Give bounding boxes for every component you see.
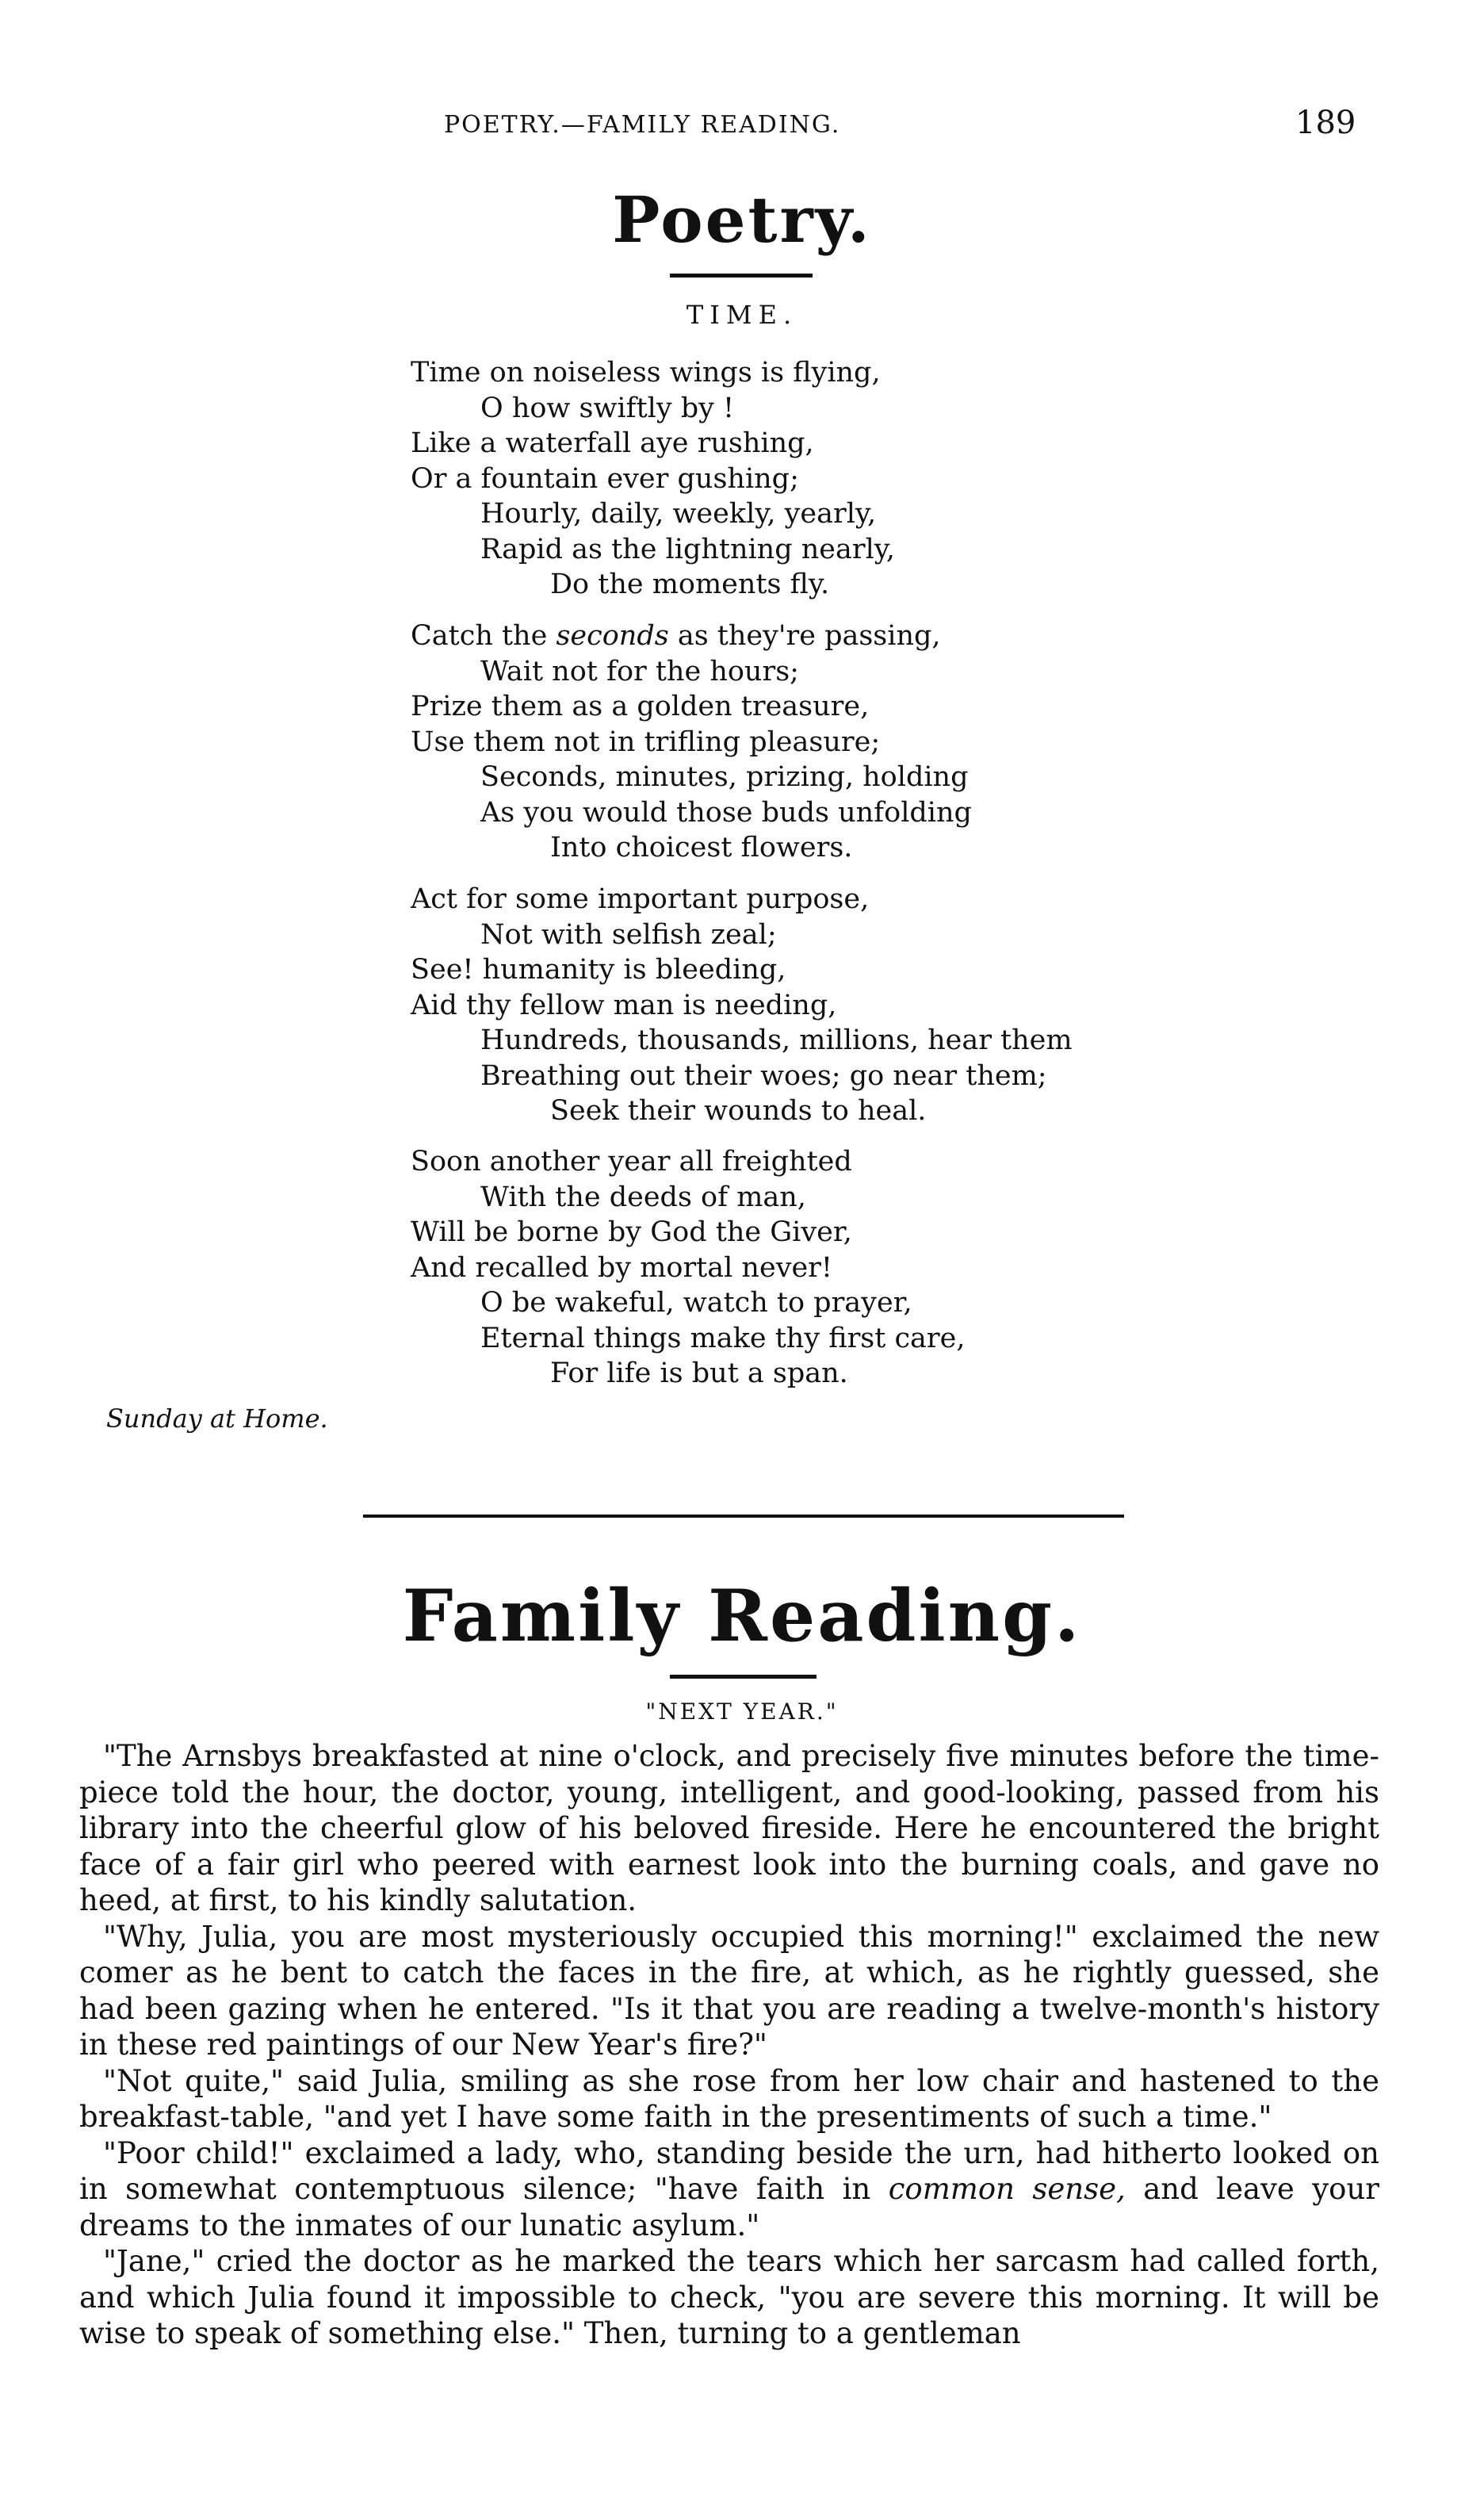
poem-line: Catch the seconds as they're passing,	[411, 620, 941, 652]
poem-line: O how swiftly by !	[480, 392, 735, 424]
poetry-title-rule	[670, 274, 813, 278]
section-divider-rule	[363, 1515, 1124, 1518]
poem-line: Will be borne by God the Giver,	[411, 1216, 852, 1248]
poem-line: Use them not in trifling pleasure;	[411, 726, 881, 758]
story-body	[79, 1738, 1379, 2352]
poem-stanza-2	[411, 618, 972, 866]
poem-line: Do the moments fly.	[550, 569, 830, 600]
story-paragraph: "Why, Julia, you are most mysteriously occupied this morning!" exclaimed the new comer as he bent to catch the faces in the fire, at which, as he rightly guessed, she had been gazing when he entered. "Is it that you are reading a twelve-month's history in these red paintings of our New Year's fire?"	[79, 1919, 1379, 2062]
poem-title: TIME.	[686, 300, 798, 330]
poem-line: Eternal things make thy first care,	[480, 1322, 966, 1354]
poem-line: Time on noiseless wings is flying,	[411, 357, 881, 389]
poem-line: Like a waterfall aye rushing,	[411, 427, 814, 459]
story-emphasis: common sense,	[888, 2172, 1126, 2206]
story-text: "Poor child!" exclaimed a lady, who, standing beside the urn, had hitherto looked on in somewhat contemptuous silence; "have faith in	[79, 2135, 1379, 2206]
poem-line: O be wakeful, watch to prayer,	[480, 1287, 912, 1319]
poem-line: Seek their wounds to heal.	[550, 1095, 927, 1127]
poem-line: Aid thy fellow man is needing,	[411, 989, 837, 1021]
poem-source: Sunday at Home.	[106, 1404, 328, 1434]
family-reading-section-title: Family Reading.	[402, 1574, 1082, 1658]
poem-line: For life is but a span.	[550, 1358, 848, 1389]
page-number: 189	[1295, 105, 1356, 141]
poem-line: Into choicest flowers.	[550, 832, 853, 864]
story-paragraph: "Jane," cried the doctor as he marked the tears which her sarcasm had called forth, and which Julia found it impossible to check, "you are severe this morning. It will be wise to speak of something else." Then, turning to a gentleman	[79, 2244, 1379, 2350]
poem-line: Breathing out their woes; go near them;	[480, 1059, 1047, 1092]
poem-line: Wait not for the hours;	[480, 655, 799, 687]
emphasis-seconds: seconds	[556, 620, 669, 652]
poem-line: Prize them as a golden treasure,	[411, 691, 870, 722]
running-head: POETRY.—FAMILY READING.	[444, 111, 841, 139]
story-paragraph: "The Arnsbys breakfasted at nine o'clock, and precisely five minutes before the time-piece told the hour, the doctor, young, intelligent, and good-looking, passed from his library into the cheerful glow of his beloved fireside. Here he encountered the bright face of a fair girl who peered with earnest look into the burning coals, and gave no heed, at first, to his kindly salutation.	[79, 1739, 1379, 1917]
poem-line: Soon another year all freighted	[411, 1146, 852, 1178]
poetry-section-title: Poetry.	[612, 182, 872, 257]
story-paragraph	[79, 2135, 1379, 2244]
poem-line: As you would those buds unfolding	[480, 796, 972, 829]
story-paragraph: "Not quite," said Julia, smiling as she rose from her low chair and hastened to the breakfast-table, "and yet I have some faith in the presentiments of such a time."	[79, 2063, 1379, 2134]
poem-line: With the deeds of man,	[480, 1181, 806, 1213]
poem-line: See! humanity is bleeding,	[411, 954, 786, 986]
story-title: "NEXT YEAR."	[645, 1698, 839, 1725]
family-reading-title-rule	[670, 1675, 817, 1679]
poem-line: Hourly, daily, weekly, yearly,	[480, 498, 877, 530]
poem-stanza-1	[411, 355, 895, 603]
poem-line: Or a fountain ever gushing;	[411, 462, 799, 495]
poem-line: Rapid as the lightning nearly,	[480, 533, 896, 565]
poem-line: Seconds, minutes, prizing, holding	[480, 761, 969, 793]
story-text: and leave your dreams to the inmates of our lunatic asylum."	[79, 2172, 1379, 2242]
poem-stanza-4	[411, 1144, 966, 1392]
poem-line: And recalled by mortal never!	[411, 1251, 832, 1284]
poem-line: Not with selfish zeal;	[480, 918, 777, 951]
poem-line: Act for some important purpose,	[411, 883, 870, 915]
poem-line: Hundreds, thousands, millions, hear them	[480, 1024, 1073, 1056]
poem-stanza-3	[411, 882, 1073, 1129]
